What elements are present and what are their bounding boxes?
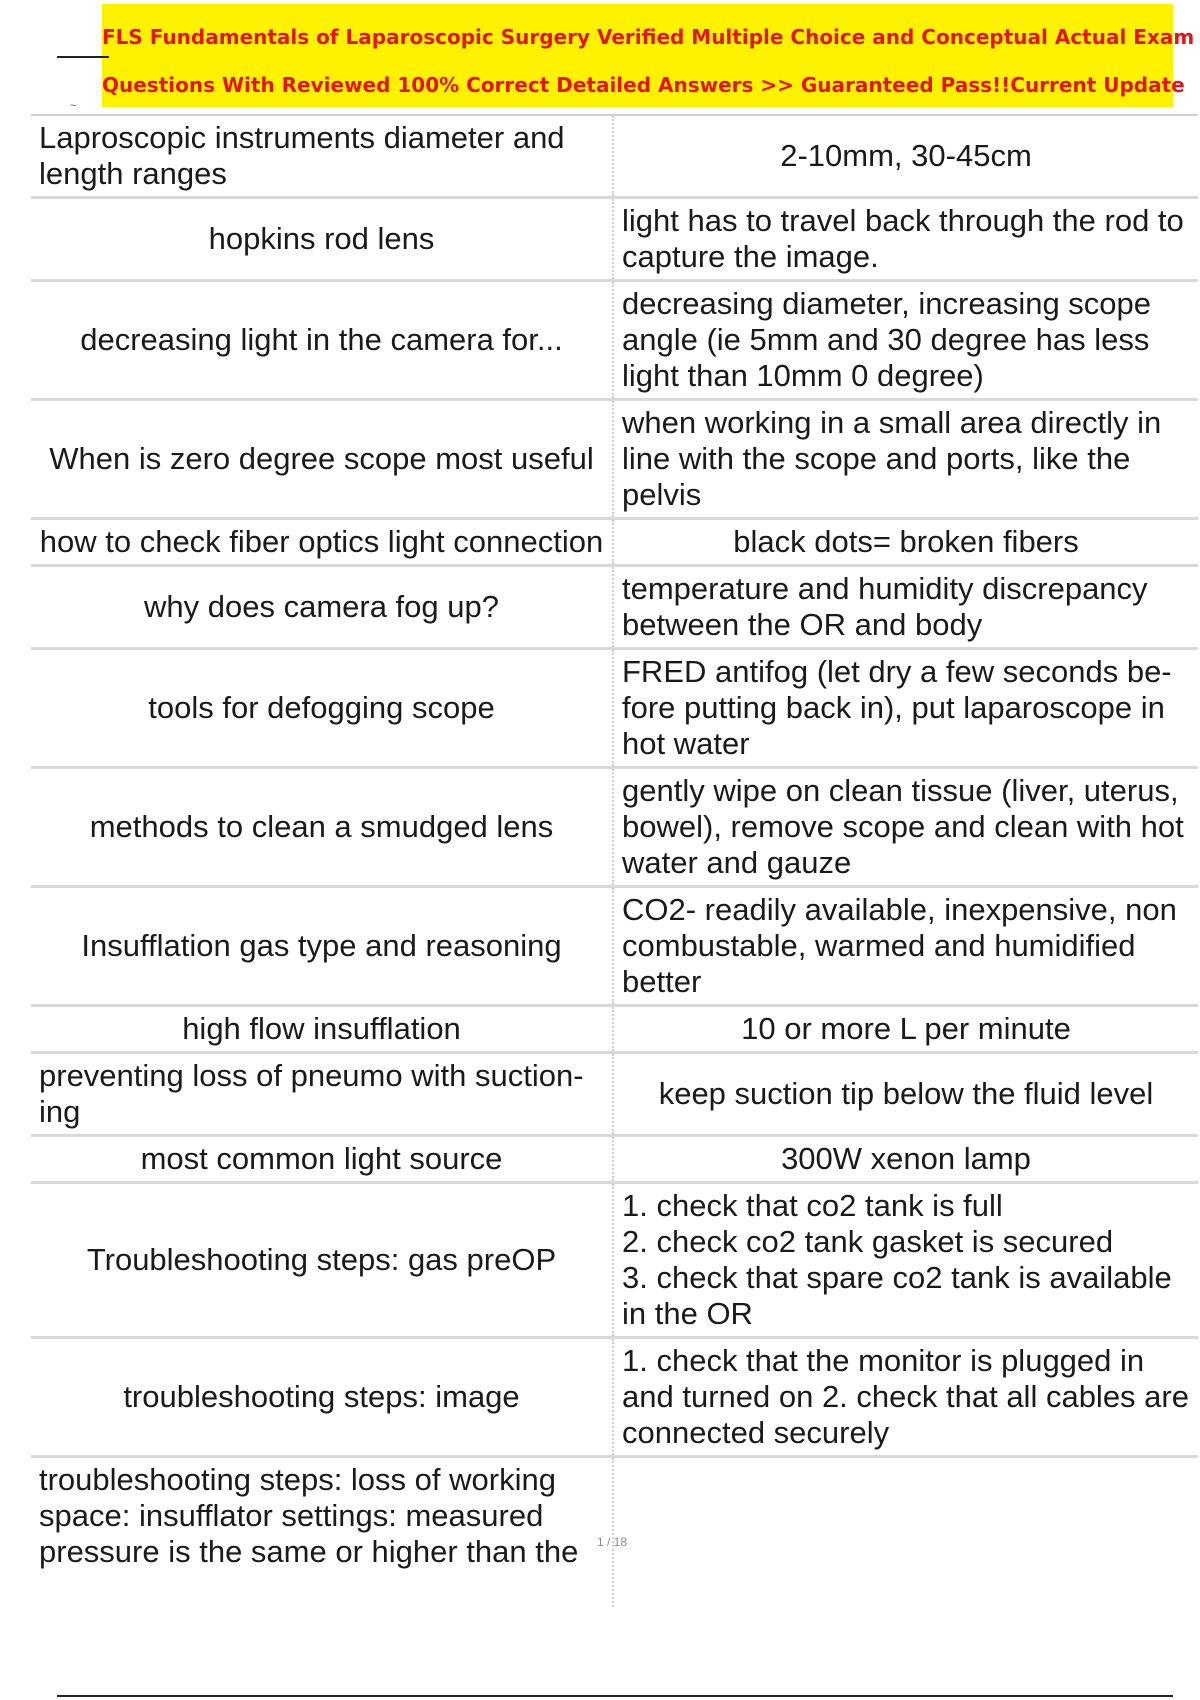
definition-line: 2. check co2 tank gasket is secured xyxy=(622,1224,1114,1259)
table-row xyxy=(31,649,1198,768)
definition-line: when working in a small area directly in xyxy=(622,405,1162,440)
definition-cell xyxy=(613,519,1198,566)
definition-line: better xyxy=(622,964,702,999)
definition-cell xyxy=(613,1006,1198,1053)
table-row xyxy=(31,887,1198,1006)
term-cell xyxy=(31,1006,613,1053)
definition-cell xyxy=(613,281,1198,400)
term-line: length ranges xyxy=(39,156,227,191)
term-line: decreasing light in the camera for... xyxy=(80,322,563,357)
term-line: troubleshooting steps: image xyxy=(123,1379,520,1414)
definition-line: 1. check that the monitor is plugged in xyxy=(622,1343,1145,1378)
definition-cell xyxy=(613,768,1198,887)
definition-line: and turned on 2. check that all cables are xyxy=(622,1379,1189,1414)
term-line: Troubleshooting steps: gas preOP xyxy=(86,1242,557,1277)
table-row xyxy=(31,281,1198,400)
term-line: why does camera fog up? xyxy=(144,589,499,624)
definition-cell xyxy=(613,115,1198,198)
definition-line: combustable, warmed and humidified xyxy=(622,928,1136,963)
definition-line: angle (ie 5mm and 30 degree has less xyxy=(622,322,1150,357)
term-cell xyxy=(31,768,613,887)
definition-cell xyxy=(613,1053,1198,1136)
term-line: Insufflation gas type and reasoning xyxy=(81,928,562,963)
table-row xyxy=(31,768,1198,887)
table-row xyxy=(31,1338,1198,1457)
definition-line: CO2- readily available, inexpensive, non xyxy=(622,892,1177,927)
table-row xyxy=(31,519,1198,566)
definition-line: light has to travel back through the rod to xyxy=(622,203,1184,238)
definition-line: 300W xenon lamp xyxy=(781,1141,1031,1176)
definition-line: 10 or more L per minute xyxy=(741,1011,1071,1046)
term-cell xyxy=(31,400,613,519)
term-cell xyxy=(31,1183,613,1338)
term-line: When is zero degree scope most useful xyxy=(49,441,594,476)
definition-cell xyxy=(613,649,1198,768)
flashcard-table xyxy=(31,114,1198,1607)
definition-line: decreasing diameter, increasing scope xyxy=(622,286,1152,321)
definition-line: in the OR xyxy=(622,1296,753,1331)
term-line: high flow insufflation xyxy=(182,1011,461,1046)
definition-cell xyxy=(613,566,1198,649)
definition-line: FRED antifog (let dry a few seconds be- xyxy=(622,654,1172,689)
term-line: methods to clean a smudged lens xyxy=(89,809,554,844)
table-row xyxy=(31,566,1198,649)
definition-line: temperature and humidity discrepancy xyxy=(622,571,1148,606)
term-cell xyxy=(31,1457,613,1607)
definition-cell xyxy=(613,887,1198,1006)
table-row xyxy=(31,1136,1198,1183)
definition-line: capture the image. xyxy=(622,239,879,274)
definition-cell xyxy=(613,1183,1198,1338)
term-cell xyxy=(31,649,613,768)
term-line: space: insufflator settings: measured xyxy=(39,1498,544,1533)
header-title-line-1: FLS Fundamentals of Laparoscopic Surgery Verified Multiple Choice and Conceptual Actual Exam xyxy=(102,4,1173,70)
term-line: ing xyxy=(39,1094,81,1129)
top-left-rule xyxy=(57,56,109,58)
table-row xyxy=(31,115,1198,198)
definition-line: fore putting back in), put laparoscope in xyxy=(622,690,1165,725)
term-cell xyxy=(31,281,613,400)
definition-line: 3. check that spare co2 tank is available xyxy=(622,1260,1172,1295)
term-line: most common light source xyxy=(140,1141,503,1176)
definition-line: keep suction tip below the fluid level xyxy=(658,1076,1154,1111)
table-row xyxy=(31,1183,1198,1338)
term-cell xyxy=(31,198,613,281)
definition-line: pelvis xyxy=(622,477,702,512)
table-row xyxy=(31,1053,1198,1136)
term-line: hopkins rod lens xyxy=(208,221,435,256)
term-cell xyxy=(31,1338,613,1457)
table-row xyxy=(31,1457,1198,1607)
term-cell xyxy=(31,519,613,566)
definition-line: black dots= broken fibers xyxy=(733,524,1079,559)
definition-line: light than 10mm 0 degree) xyxy=(622,358,984,393)
term-cell xyxy=(31,115,613,198)
term-cell xyxy=(31,1136,613,1183)
table-row xyxy=(31,198,1198,281)
term-cell xyxy=(31,1053,613,1136)
definition-line: connected securely xyxy=(622,1415,890,1450)
term-line: Laproscopic instruments diameter and xyxy=(39,120,565,155)
page-number: 1 / 18 xyxy=(597,1535,628,1549)
table-row xyxy=(31,400,1198,519)
definition-cell xyxy=(613,1457,1198,1607)
definition-line: between the OR and body xyxy=(622,607,983,642)
definition-line: 1. check that co2 tank is full xyxy=(622,1188,1003,1223)
definition-line: line with the scope and ports, like the xyxy=(622,441,1131,476)
term-line: how to check fiber optics light connection xyxy=(39,524,604,559)
definition-line: 2-10mm, 30-45cm xyxy=(780,138,1032,173)
header-title-line-2: Questions With Reviewed 100% Correct Detailed Answers >> Guaranteed Pass!!Current Update xyxy=(102,63,1173,107)
term-cell xyxy=(31,566,613,649)
definition-cell xyxy=(613,198,1198,281)
definition-cell xyxy=(613,400,1198,519)
table-row xyxy=(31,1006,1198,1053)
tiny-mark: ~ xyxy=(70,100,77,112)
term-line: troubleshooting steps: loss of working xyxy=(39,1462,556,1497)
term-line: preventing loss of pneumo with suction- xyxy=(39,1058,584,1093)
definition-line: bowel), remove scope and clean with hot xyxy=(622,809,1184,844)
definition-line: hot water xyxy=(622,726,750,761)
definition-line: gently wipe on clean tissue (liver, uterus, xyxy=(622,773,1179,808)
definition-cell xyxy=(613,1338,1198,1457)
term-line: tools for defogging scope xyxy=(148,690,495,725)
term-cell xyxy=(31,887,613,1006)
definition-line: water and gauze xyxy=(622,845,852,880)
term-line: pressure is the same or higher than the xyxy=(39,1534,579,1569)
bottom-rule xyxy=(57,1695,1173,1697)
definition-cell xyxy=(613,1136,1198,1183)
